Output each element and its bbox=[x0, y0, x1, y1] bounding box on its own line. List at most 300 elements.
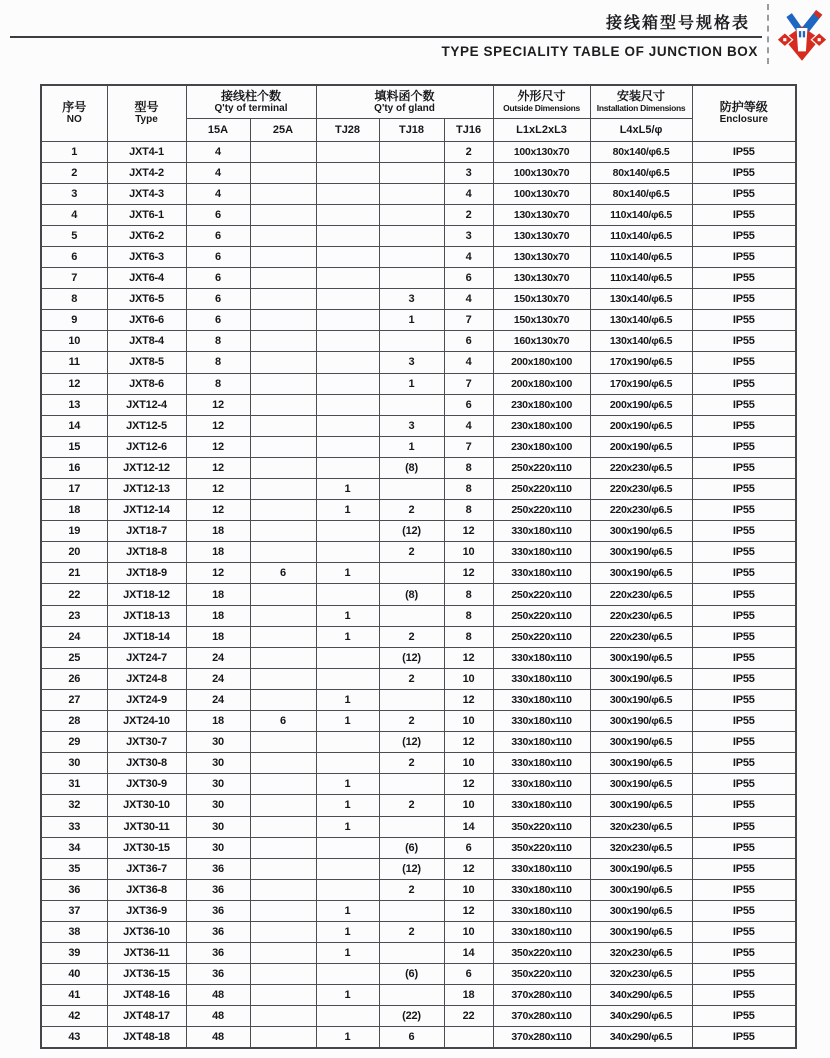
cell-terminal-15a: 18 bbox=[186, 542, 250, 563]
cell-enclosure: IP55 bbox=[692, 500, 796, 521]
cell-gland-tj28 bbox=[316, 879, 379, 900]
cell-gland-tj28 bbox=[316, 457, 379, 478]
cell-terminal-15a: 12 bbox=[186, 436, 250, 457]
cell-gland-tj28 bbox=[316, 162, 379, 183]
col-header-no-cn: 序号 bbox=[62, 100, 87, 115]
cell-gland-tj28: 1 bbox=[316, 774, 379, 795]
cell-terminal-25a bbox=[250, 500, 316, 521]
cell-enclosure: IP55 bbox=[692, 289, 796, 310]
cell-type: JXT36-15 bbox=[107, 964, 186, 985]
cell-type: JXT6-6 bbox=[107, 310, 186, 331]
cell-type: JXT12-6 bbox=[107, 436, 186, 457]
cell-terminal-15a: 4 bbox=[186, 162, 250, 183]
cell-outside-dimensions: 370x280x110 bbox=[493, 985, 590, 1006]
cell-outside-dimensions: 330x180x110 bbox=[493, 521, 590, 542]
cell-gland-tj16: 2 bbox=[444, 204, 493, 225]
cell-type: JXT4-3 bbox=[107, 183, 186, 204]
cell-type: JXT24-7 bbox=[107, 647, 186, 668]
table-row bbox=[41, 141, 796, 162]
cell-terminal-15a: 48 bbox=[186, 1006, 250, 1027]
cell-gland-tj28: 1 bbox=[316, 711, 379, 732]
cell-terminal-25a bbox=[250, 900, 316, 921]
cell-gland-tj18: 2 bbox=[379, 753, 444, 774]
cell-terminal-25a bbox=[250, 162, 316, 183]
cell-installation-dimensions: 300x190/φ6.5 bbox=[590, 753, 692, 774]
cell-gland-tj28 bbox=[316, 415, 379, 436]
cell-type: JXT4-2 bbox=[107, 162, 186, 183]
col-group-terminal-cn: 接线柱个数 bbox=[221, 88, 282, 103]
cell-outside-dimensions: 330x180x110 bbox=[493, 711, 590, 732]
cell-outside-dimensions: 150x130x70 bbox=[493, 289, 590, 310]
cell-enclosure: IP55 bbox=[692, 162, 796, 183]
table-row bbox=[41, 500, 796, 521]
cell-terminal-25a bbox=[250, 816, 316, 837]
col-header-type-en: Type bbox=[135, 114, 158, 126]
cell-terminal-15a: 18 bbox=[186, 605, 250, 626]
cell-gland-tj28 bbox=[316, 584, 379, 605]
cell-outside-dimensions: 250x220x110 bbox=[493, 584, 590, 605]
cell-gland-tj18 bbox=[379, 204, 444, 225]
table-row bbox=[41, 626, 796, 647]
cell-enclosure: IP55 bbox=[692, 795, 796, 816]
table-row bbox=[41, 415, 796, 436]
cell-no: 21 bbox=[41, 563, 107, 584]
cell-no: 42 bbox=[41, 1006, 107, 1027]
cell-terminal-15a: 30 bbox=[186, 732, 250, 753]
table-row bbox=[41, 921, 796, 942]
col-group-gland-en: Q'ty of gland bbox=[374, 102, 435, 114]
cell-enclosure: IP55 bbox=[692, 1027, 796, 1048]
cell-installation-dimensions: 300x190/φ6.5 bbox=[590, 858, 692, 879]
cell-no: 16 bbox=[41, 457, 107, 478]
cell-gland-tj16: 10 bbox=[444, 921, 493, 942]
cell-terminal-25a bbox=[250, 626, 316, 647]
cell-gland-tj16: 14 bbox=[444, 816, 493, 837]
cell-terminal-15a: 18 bbox=[186, 584, 250, 605]
cell-no: 35 bbox=[41, 858, 107, 879]
cell-no: 39 bbox=[41, 943, 107, 964]
cell-terminal-25a bbox=[250, 331, 316, 352]
cell-enclosure: IP55 bbox=[692, 310, 796, 331]
cell-terminal-15a: 18 bbox=[186, 711, 250, 732]
cell-terminal-25a bbox=[250, 921, 316, 942]
cell-installation-dimensions: 320x230/φ6.5 bbox=[590, 816, 692, 837]
cell-gland-tj16: 14 bbox=[444, 943, 493, 964]
cell-no: 6 bbox=[41, 246, 107, 267]
col-header-type bbox=[107, 85, 186, 141]
cell-gland-tj28 bbox=[316, 542, 379, 563]
cell-outside-dimensions: 100x130x70 bbox=[493, 183, 590, 204]
cell-type: JXT6-1 bbox=[107, 204, 186, 225]
cell-enclosure: IP55 bbox=[692, 183, 796, 204]
cell-gland-tj18 bbox=[379, 563, 444, 584]
cell-gland-tj18: 2 bbox=[379, 500, 444, 521]
cell-type: JXT30-9 bbox=[107, 774, 186, 795]
cell-type: JXT8-4 bbox=[107, 331, 186, 352]
cell-terminal-15a: 36 bbox=[186, 879, 250, 900]
cell-gland-tj16: 12 bbox=[444, 521, 493, 542]
cell-installation-dimensions: 340x290/φ6.5 bbox=[590, 985, 692, 1006]
cell-gland-tj16: 6 bbox=[444, 837, 493, 858]
cell-installation-dimensions: 170x190/φ6.5 bbox=[590, 352, 692, 373]
cell-gland-tj18 bbox=[379, 605, 444, 626]
col-header-enclosure bbox=[692, 85, 796, 141]
cell-terminal-25a bbox=[250, 542, 316, 563]
cell-outside-dimensions: 250x220x110 bbox=[493, 500, 590, 521]
col-header-outside-en: Outside Dimensions bbox=[503, 103, 580, 114]
cell-type: JXT6-4 bbox=[107, 268, 186, 289]
cell-enclosure: IP55 bbox=[692, 415, 796, 436]
cell-enclosure: IP55 bbox=[692, 457, 796, 478]
col-header-outside-dimensions bbox=[493, 85, 590, 118]
cell-terminal-25a bbox=[250, 268, 316, 289]
col-header-installation-dimensions bbox=[590, 85, 692, 118]
cell-outside-dimensions: 330x180x110 bbox=[493, 542, 590, 563]
cell-installation-dimensions: 300x190/φ6.5 bbox=[590, 647, 692, 668]
cell-terminal-15a: 8 bbox=[186, 331, 250, 352]
cell-gland-tj16: 12 bbox=[444, 774, 493, 795]
cell-outside-dimensions: 330x180x110 bbox=[493, 795, 590, 816]
cell-gland-tj16: 18 bbox=[444, 985, 493, 1006]
table-row bbox=[41, 521, 796, 542]
cell-enclosure: IP55 bbox=[692, 626, 796, 647]
table-row bbox=[41, 479, 796, 500]
cell-outside-dimensions: 200x180x100 bbox=[493, 352, 590, 373]
cell-gland-tj18: (22) bbox=[379, 1006, 444, 1027]
cell-installation-dimensions: 80x140/φ6.5 bbox=[590, 141, 692, 162]
cell-no: 38 bbox=[41, 921, 107, 942]
table-row bbox=[41, 268, 796, 289]
cell-installation-dimensions: 300x190/φ6.5 bbox=[590, 711, 692, 732]
cell-terminal-15a: 12 bbox=[186, 563, 250, 584]
cell-outside-dimensions: 330x180x110 bbox=[493, 732, 590, 753]
cell-outside-dimensions: 230x180x100 bbox=[493, 415, 590, 436]
cell-outside-dimensions: 330x180x110 bbox=[493, 879, 590, 900]
cell-terminal-15a: 8 bbox=[186, 373, 250, 394]
cell-type: JXT6-3 bbox=[107, 246, 186, 267]
table-row bbox=[41, 331, 796, 352]
cell-enclosure: IP55 bbox=[692, 331, 796, 352]
cell-enclosure: IP55 bbox=[692, 268, 796, 289]
cell-gland-tj28 bbox=[316, 732, 379, 753]
table-row bbox=[41, 711, 796, 732]
col-header-enclosure-en: Enclosure bbox=[719, 114, 768, 126]
cell-enclosure: IP55 bbox=[692, 436, 796, 457]
cell-gland-tj16: 8 bbox=[444, 500, 493, 521]
cell-terminal-15a: 12 bbox=[186, 479, 250, 500]
cell-outside-dimensions: 330x180x110 bbox=[493, 563, 590, 584]
table-row bbox=[41, 900, 796, 921]
table-row bbox=[41, 668, 796, 689]
cell-type: JXT24-9 bbox=[107, 689, 186, 710]
cell-type: JXT36-11 bbox=[107, 943, 186, 964]
cell-no: 29 bbox=[41, 732, 107, 753]
cell-outside-dimensions: 150x130x70 bbox=[493, 310, 590, 331]
cell-installation-dimensions: 220x230/φ6.5 bbox=[590, 605, 692, 626]
cell-terminal-25a: 6 bbox=[250, 711, 316, 732]
col-header-no bbox=[41, 85, 107, 141]
col-subheader-outside-formula: L1xL2xL3 bbox=[493, 118, 590, 141]
table-row bbox=[41, 225, 796, 246]
cell-type: JXT18-8 bbox=[107, 542, 186, 563]
cell-outside-dimensions: 330x180x110 bbox=[493, 668, 590, 689]
cell-gland-tj16: 4 bbox=[444, 183, 493, 204]
cell-gland-tj28 bbox=[316, 753, 379, 774]
cell-gland-tj28 bbox=[316, 289, 379, 310]
cell-gland-tj16: 4 bbox=[444, 289, 493, 310]
cell-gland-tj28 bbox=[316, 521, 379, 542]
cell-outside-dimensions: 200x180x100 bbox=[493, 373, 590, 394]
cell-no: 11 bbox=[41, 352, 107, 373]
table-row bbox=[41, 310, 796, 331]
cell-enclosure: IP55 bbox=[692, 921, 796, 942]
cell-gland-tj28: 1 bbox=[316, 795, 379, 816]
cell-outside-dimensions: 130x130x70 bbox=[493, 204, 590, 225]
cell-terminal-25a bbox=[250, 1027, 316, 1048]
cell-enclosure: IP55 bbox=[692, 668, 796, 689]
cell-gland-tj28 bbox=[316, 394, 379, 415]
cell-gland-tj18: 1 bbox=[379, 436, 444, 457]
cell-gland-tj28 bbox=[316, 331, 379, 352]
cell-outside-dimensions: 330x180x110 bbox=[493, 774, 590, 795]
cell-gland-tj16: 12 bbox=[444, 858, 493, 879]
cell-gland-tj28 bbox=[316, 246, 379, 267]
cell-type: JXT36-10 bbox=[107, 921, 186, 942]
cell-gland-tj28 bbox=[316, 668, 379, 689]
cell-terminal-25a bbox=[250, 394, 316, 415]
cell-terminal-25a bbox=[250, 225, 316, 246]
cell-terminal-25a bbox=[250, 668, 316, 689]
table-row bbox=[41, 964, 796, 985]
cell-no: 24 bbox=[41, 626, 107, 647]
col-header-tj16: TJ16 bbox=[444, 118, 493, 141]
cell-gland-tj28: 1 bbox=[316, 626, 379, 647]
cell-outside-dimensions: 350x220x110 bbox=[493, 943, 590, 964]
cell-type: JXT30-8 bbox=[107, 753, 186, 774]
cell-gland-tj18 bbox=[379, 141, 444, 162]
cell-type: JXT6-5 bbox=[107, 289, 186, 310]
col-group-terminal-en: Q'ty of terminal bbox=[214, 102, 288, 114]
cell-installation-dimensions: 170x190/φ6.5 bbox=[590, 373, 692, 394]
cell-enclosure: IP55 bbox=[692, 521, 796, 542]
cell-gland-tj18 bbox=[379, 331, 444, 352]
cell-gland-tj28: 1 bbox=[316, 479, 379, 500]
table-row bbox=[41, 183, 796, 204]
cell-gland-tj18 bbox=[379, 394, 444, 415]
cell-no: 2 bbox=[41, 162, 107, 183]
cell-terminal-25a bbox=[250, 837, 316, 858]
cell-enclosure: IP55 bbox=[692, 584, 796, 605]
cell-terminal-25a bbox=[250, 521, 316, 542]
cell-type: JXT12-13 bbox=[107, 479, 186, 500]
col-header-tj28: TJ28 bbox=[316, 118, 379, 141]
cell-terminal-25a bbox=[250, 689, 316, 710]
title-divider-line bbox=[10, 36, 762, 38]
cell-terminal-25a bbox=[250, 605, 316, 626]
cell-no: 27 bbox=[41, 689, 107, 710]
cell-terminal-25a bbox=[250, 352, 316, 373]
cell-terminal-15a: 4 bbox=[186, 183, 250, 204]
cell-type: JXT36-7 bbox=[107, 858, 186, 879]
cell-gland-tj28 bbox=[316, 436, 379, 457]
cell-type: JXT12-14 bbox=[107, 500, 186, 521]
cell-terminal-15a: 12 bbox=[186, 394, 250, 415]
cell-type: JXT48-18 bbox=[107, 1027, 186, 1048]
cell-terminal-15a: 30 bbox=[186, 795, 250, 816]
table-row bbox=[41, 858, 796, 879]
cell-terminal-15a: 12 bbox=[186, 415, 250, 436]
cell-gland-tj18 bbox=[379, 816, 444, 837]
cell-terminal-15a: 24 bbox=[186, 689, 250, 710]
cell-installation-dimensions: 300x190/φ6.5 bbox=[590, 879, 692, 900]
cell-type: JXT12-12 bbox=[107, 457, 186, 478]
cell-terminal-25a: 6 bbox=[250, 563, 316, 584]
cell-installation-dimensions: 220x230/φ6.5 bbox=[590, 457, 692, 478]
cell-gland-tj18 bbox=[379, 162, 444, 183]
cell-terminal-25a bbox=[250, 141, 316, 162]
cell-terminal-25a bbox=[250, 436, 316, 457]
cell-outside-dimensions: 230x180x100 bbox=[493, 394, 590, 415]
table-row bbox=[41, 584, 796, 605]
cell-gland-tj28: 1 bbox=[316, 921, 379, 942]
table-row bbox=[41, 605, 796, 626]
cell-terminal-25a bbox=[250, 964, 316, 985]
cell-terminal-25a bbox=[250, 1006, 316, 1027]
col-header-enclosure-cn: 防护等级 bbox=[719, 100, 768, 115]
cell-terminal-25a bbox=[250, 732, 316, 753]
cell-gland-tj16: 4 bbox=[444, 415, 493, 436]
cell-type: JXT18-12 bbox=[107, 584, 186, 605]
cell-no: 13 bbox=[41, 394, 107, 415]
cell-gland-tj16: 8 bbox=[444, 626, 493, 647]
cell-no: 33 bbox=[41, 816, 107, 837]
cell-type: JXT4-1 bbox=[107, 141, 186, 162]
cell-terminal-15a: 36 bbox=[186, 943, 250, 964]
cell-outside-dimensions: 330x180x110 bbox=[493, 900, 590, 921]
cell-gland-tj28 bbox=[316, 204, 379, 225]
cell-installation-dimensions: 300x190/φ6.5 bbox=[590, 563, 692, 584]
cell-type: JXT24-8 bbox=[107, 668, 186, 689]
col-header-15a: 15A bbox=[186, 118, 250, 141]
cell-terminal-25a bbox=[250, 415, 316, 436]
cell-outside-dimensions: 250x220x110 bbox=[493, 479, 590, 500]
brand-logo bbox=[777, 3, 827, 67]
cell-no: 1 bbox=[41, 141, 107, 162]
table-row bbox=[41, 352, 796, 373]
cell-installation-dimensions: 80x140/φ6.5 bbox=[590, 162, 692, 183]
cell-terminal-25a bbox=[250, 246, 316, 267]
cell-outside-dimensions: 330x180x110 bbox=[493, 647, 590, 668]
cell-type: JXT30-15 bbox=[107, 837, 186, 858]
cell-terminal-25a bbox=[250, 858, 316, 879]
cell-terminal-25a bbox=[250, 457, 316, 478]
cell-terminal-25a bbox=[250, 373, 316, 394]
cell-installation-dimensions: 300x190/φ6.5 bbox=[590, 668, 692, 689]
cell-terminal-15a: 36 bbox=[186, 858, 250, 879]
cell-outside-dimensions: 370x280x110 bbox=[493, 1006, 590, 1027]
cell-gland-tj18: 2 bbox=[379, 711, 444, 732]
table-row bbox=[41, 837, 796, 858]
cell-terminal-15a: 18 bbox=[186, 521, 250, 542]
cell-installation-dimensions: 300x190/φ6.5 bbox=[590, 732, 692, 753]
cell-terminal-15a: 6 bbox=[186, 204, 250, 225]
cell-installation-dimensions: 130x140/φ6.5 bbox=[590, 331, 692, 352]
cell-no: 4 bbox=[41, 204, 107, 225]
cell-enclosure: IP55 bbox=[692, 141, 796, 162]
cell-enclosure: IP55 bbox=[692, 542, 796, 563]
cell-outside-dimensions: 350x220x110 bbox=[493, 837, 590, 858]
cell-gland-tj28: 1 bbox=[316, 689, 379, 710]
cell-type: JXT24-10 bbox=[107, 711, 186, 732]
col-subheader-install-formula: L4xL5/φ bbox=[590, 118, 692, 141]
cell-type: JXT30-7 bbox=[107, 732, 186, 753]
cell-enclosure: IP55 bbox=[692, 943, 796, 964]
cell-enclosure: IP55 bbox=[692, 879, 796, 900]
cell-installation-dimensions: 220x230/φ6.5 bbox=[590, 626, 692, 647]
cell-enclosure: IP55 bbox=[692, 373, 796, 394]
junction-box-spec-table bbox=[40, 84, 797, 1049]
cell-gland-tj16: 8 bbox=[444, 605, 493, 626]
cell-no: 43 bbox=[41, 1027, 107, 1048]
cell-gland-tj18 bbox=[379, 774, 444, 795]
cell-type: JXT30-10 bbox=[107, 795, 186, 816]
cell-terminal-25a bbox=[250, 647, 316, 668]
table-row bbox=[41, 542, 796, 563]
cell-gland-tj16: 10 bbox=[444, 795, 493, 816]
cell-outside-dimensions: 350x220x110 bbox=[493, 816, 590, 837]
cell-type: JXT48-17 bbox=[107, 1006, 186, 1027]
cell-gland-tj18 bbox=[379, 225, 444, 246]
cell-gland-tj18 bbox=[379, 268, 444, 289]
cell-no: 7 bbox=[41, 268, 107, 289]
cell-installation-dimensions: 220x230/φ6.5 bbox=[590, 584, 692, 605]
table-row bbox=[41, 373, 796, 394]
cell-outside-dimensions: 130x130x70 bbox=[493, 268, 590, 289]
cell-gland-tj18 bbox=[379, 479, 444, 500]
cell-outside-dimensions: 250x220x110 bbox=[493, 626, 590, 647]
cell-gland-tj16: 8 bbox=[444, 457, 493, 478]
cell-no: 25 bbox=[41, 647, 107, 668]
cell-no: 31 bbox=[41, 774, 107, 795]
table-row bbox=[41, 394, 796, 415]
cell-gland-tj18: (12) bbox=[379, 647, 444, 668]
cell-outside-dimensions: 330x180x110 bbox=[493, 921, 590, 942]
cell-type: JXT48-16 bbox=[107, 985, 186, 1006]
cell-installation-dimensions: 130x140/φ6.5 bbox=[590, 310, 692, 331]
table-row bbox=[41, 457, 796, 478]
cell-enclosure: IP55 bbox=[692, 225, 796, 246]
cell-no: 19 bbox=[41, 521, 107, 542]
cell-gland-tj16: 2 bbox=[444, 141, 493, 162]
cell-gland-tj18 bbox=[379, 943, 444, 964]
table-row bbox=[41, 162, 796, 183]
cell-outside-dimensions: 100x130x70 bbox=[493, 162, 590, 183]
cell-installation-dimensions: 320x230/φ6.5 bbox=[590, 964, 692, 985]
cell-gland-tj28: 1 bbox=[316, 943, 379, 964]
cell-installation-dimensions: 220x230/φ6.5 bbox=[590, 479, 692, 500]
cell-no: 8 bbox=[41, 289, 107, 310]
cell-terminal-15a: 12 bbox=[186, 457, 250, 478]
cell-enclosure: IP55 bbox=[692, 900, 796, 921]
cell-gland-tj18: 6 bbox=[379, 1027, 444, 1048]
cell-terminal-25a bbox=[250, 985, 316, 1006]
cell-gland-tj18: 3 bbox=[379, 352, 444, 373]
cell-enclosure: IP55 bbox=[692, 563, 796, 584]
cell-gland-tj18: (6) bbox=[379, 837, 444, 858]
cell-no: 41 bbox=[41, 985, 107, 1006]
cell-installation-dimensions: 110x140/φ6.5 bbox=[590, 268, 692, 289]
cell-terminal-15a: 30 bbox=[186, 816, 250, 837]
